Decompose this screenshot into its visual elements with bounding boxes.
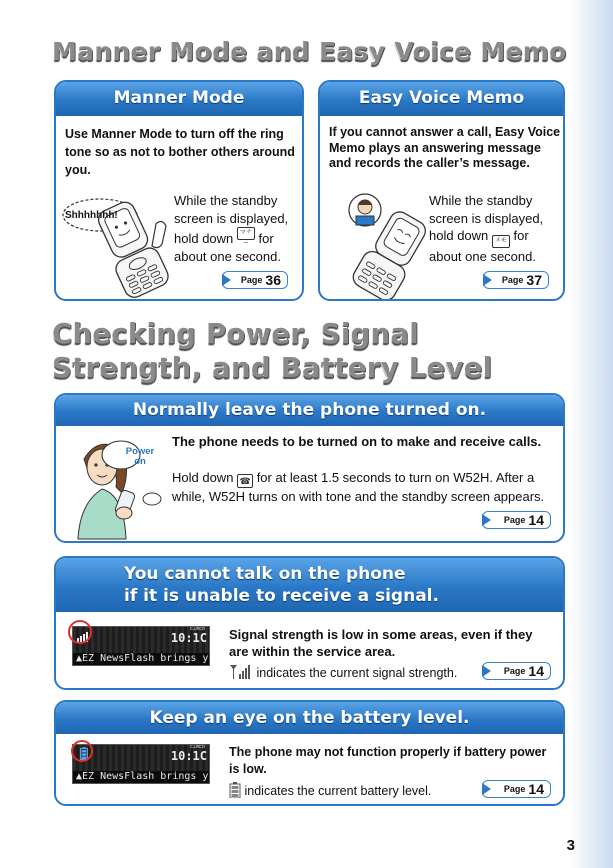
signal-highlight-circle	[68, 620, 92, 644]
signal-panel	[54, 556, 565, 690]
power-bubble-text	[118, 447, 162, 467]
hand-finger	[152, 221, 166, 247]
manner-mode-instruction-pre: While the standby screen is displayed, hold down	[174, 193, 289, 246]
signal-strength-icon	[229, 664, 253, 680]
manner-mode-instruction	[174, 192, 300, 265]
page-arrow-icon	[222, 274, 231, 286]
power-body-post: for at least 1.5 seconds to turn on W52H. After a while, W52H turns on with tone and the standby screen appears.	[172, 470, 545, 504]
screen-clock: 10:1C	[170, 631, 207, 645]
battery-lead: The phone may not function properly if battery power is low.	[229, 745, 547, 776]
key-sparkle	[143, 493, 161, 505]
page-ref-36[interactable]	[222, 271, 288, 289]
power-bubble-line1: Power	[125, 446, 155, 457]
screen-clock: 10:1C	[170, 749, 207, 763]
page-word: Page	[503, 515, 526, 525]
page-ref-14-battery[interactable]	[482, 780, 551, 798]
easy-voice-memo-panel	[318, 80, 565, 301]
page-arrow-icon	[482, 514, 491, 526]
page-arrow-icon	[482, 783, 491, 795]
manner-mode-intro: Use Manner Mode to turn off the ring tone so as not to bother others around you.	[65, 127, 295, 177]
easy-voice-memo-intro: If you cannot answer a call, Easy Voice Memo plays an answering message and records the caller’s message.	[329, 125, 561, 170]
signal-header-line1: You cannot talk on the phone	[124, 564, 406, 584]
battery-indicator-text: indicates the current battery level.	[244, 784, 432, 798]
page-number-ref: 36	[265, 272, 281, 288]
manner-mode-header: Manner Mode	[56, 82, 302, 116]
page-title-bottom	[52, 317, 492, 385]
page-word: Page	[503, 666, 526, 676]
battery-panel	[54, 700, 565, 806]
page-ref-14-power[interactable]	[482, 511, 551, 529]
battery-indicator-row	[229, 782, 479, 800]
page-number-ref: 14	[528, 663, 544, 679]
page-number-ref: 14	[528, 512, 544, 528]
manner-mode-panel	[54, 80, 304, 301]
memo-key-icon: メモ	[492, 235, 510, 248]
page-ref-37[interactable]	[483, 271, 549, 289]
easy-voice-memo-instruction	[429, 192, 561, 266]
page-ref-14-signal[interactable]	[482, 662, 551, 680]
power-lead: The phone needs to be turned on to make and receive calls.	[172, 434, 542, 449]
page-word: Page	[240, 275, 263, 285]
screen-ticker: ▲EZ NewsFlash brings y	[73, 771, 209, 783]
battery-highlight-circle	[71, 740, 93, 762]
power-panel	[54, 393, 565, 543]
standby-screen-signal	[72, 626, 210, 666]
signal-indicator-row	[229, 664, 489, 682]
page-number-ref: 14	[528, 781, 544, 797]
page-word: Page	[503, 784, 526, 794]
side-decoration-bar	[566, 0, 613, 868]
page-arrow-icon	[483, 274, 492, 286]
screen-brand: EZWEB	[189, 744, 205, 750]
screen-ticker: ▲EZ NewsFlash brings y	[73, 653, 209, 665]
hand	[116, 507, 132, 519]
power-bubble-line2: on	[134, 456, 146, 467]
voice-memo-phone-illustration	[323, 190, 433, 300]
page-number-ref: 37	[526, 272, 542, 288]
signal-header-line2: if it is unable to receive a signal.	[124, 586, 439, 606]
manner-mode-instruction-post: for about one second.	[174, 231, 281, 264]
easy-voice-memo-instruction-post: for about one second.	[429, 228, 536, 264]
page-title-bottom-line2: Strength, and Battery Level	[52, 352, 493, 384]
power-header: Normally leave the phone turned on.	[56, 395, 563, 426]
battery-icon	[229, 782, 241, 798]
screen-brand: EZWEB	[189, 626, 205, 632]
power-key-icon: ☎	[237, 474, 253, 488]
easy-voice-memo-instruction-pre: While the standby screen is displayed, hold down	[429, 193, 544, 243]
page-title-top: Manner Mode and Easy Voice Memo	[52, 37, 567, 66]
power-body-pre: Hold down	[172, 470, 234, 485]
page-number: 3	[566, 837, 575, 854]
battery-header: Keep an eye on the battery level.	[56, 702, 563, 734]
manner-key-icon: マナー	[237, 227, 255, 240]
page-arrow-icon	[482, 665, 491, 677]
signal-lead: Signal strength is low in some areas, even if they are within the service area.	[229, 627, 533, 659]
page-word: Page	[501, 275, 524, 285]
signal-indicator-text: indicates the current signal strength.	[256, 666, 458, 680]
easy-voice-memo-header: Easy Voice Memo	[320, 82, 563, 116]
speech-bubble-text: Shhhhhhh!	[65, 210, 118, 221]
page-title-bottom-line1: Checking Power, Signal	[52, 318, 419, 350]
signal-header	[56, 558, 563, 612]
power-body	[172, 469, 552, 505]
